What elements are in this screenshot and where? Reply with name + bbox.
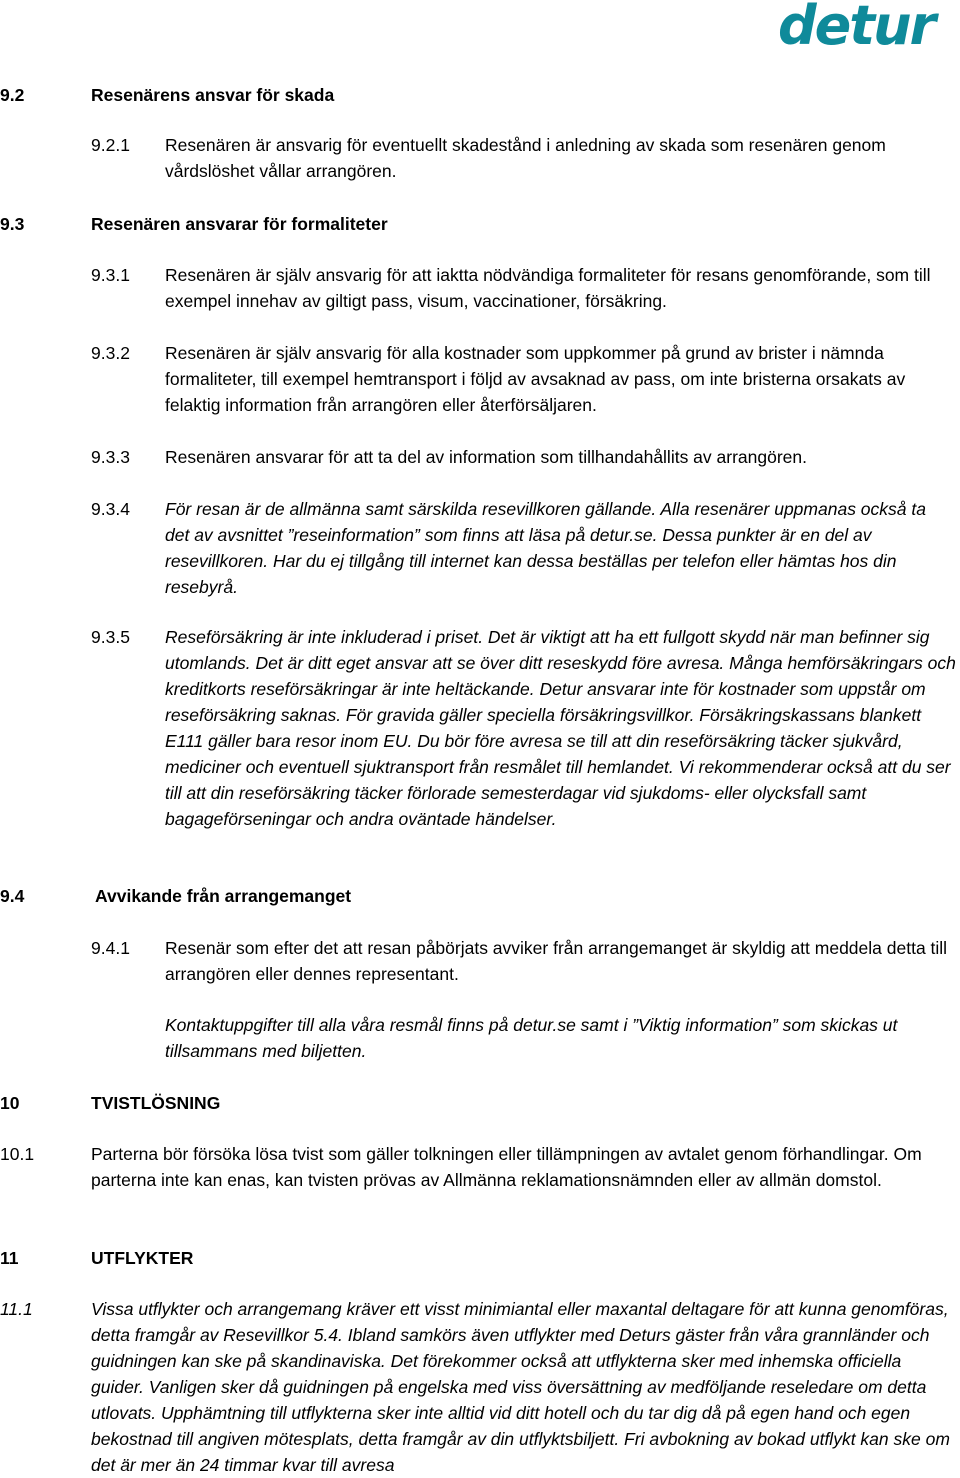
item-text: Reseförsäkring är inte inkluderad i priset. Det är viktigt att ha ett fullgott skydd när man befinner sig utomlands. Det är ditt eget ansvar att se över ditt reseskydd före avresa. Många hemförsäkringars och kreditkorts reseförsäkringar är inte heltäckande. Detur ansvarar inte för kostnader som uppstår om reseförsäkring saknas. För gravida gäller speciella försäkringsvillkor. Försäkringskassans blankett E111 gäller bara resor inom EU. Du bör före avresa se till att din reseförsäkring täcker sjukvård, mediciner och eventuell sjuktransport från resmålet till hemlandet. Vi rekommenderar också att du ser till att din reseförsäkring täcker förlorade semesterdagar vid sjukdoms- eller olycksfall samt bagageförseningar och andra oväntade händelser. [165,627,956,829]
section-title: UTFLYKTER [91,1248,194,1268]
item-text: Resenären är själv ansvarig för alla kostnader som uppkommer på grund av brister i nämnda formaliteter, till exempel hemtransport i följd av avsaknad av pass, om inte bristerna orsakats av felaktig information från arrangören eller återförsäljaren. [165,343,906,415]
item-number: 9.3.3 [91,447,130,467]
item-text: Resenär som efter det att resan påbörjats avviker från arrangemanget är skyldig att meddela detta till arrangören eller dennes representant. [165,938,948,984]
item-number: 11.1 [0,1299,33,1319]
section-title: TVISTLÖSNING [91,1093,221,1113]
item-text: Resenären ansvarar för att ta del av information som tillhandahållits av arrangören. [165,447,808,467]
item-text: Resenären är ansvarig för eventuellt skadestånd i anledning av skada som resenären genom vårdslöshet vållar arrangören. [165,135,886,181]
section-number: 9.4 [0,886,25,906]
item-number: 9.3.5 [91,627,130,647]
item-number: 9.3.4 [91,499,130,519]
section-title: Avvikande från arrangemanget [95,886,352,906]
section-number: 10 [0,1093,20,1113]
section-number: 9.3 [0,214,25,234]
item-number: 9.2.1 [91,135,130,155]
section-title: Resenären ansvarar för formaliteter [91,214,388,234]
detur-logo: detur [778,0,935,57]
item-number: 9.3.2 [91,343,130,363]
section-title: Resenärens ansvar för skada [91,85,335,105]
item-text: Parterna bör försöka lösa tvist som gäller tolkningen eller tillämpningen av avtalet genom förhandlingar. Om parterna inte kan enas, kan tvisten prövas av Allmänna reklamationsnämnden eller av allmän domstol. [91,1144,922,1190]
item-note: Kontaktuppgifter till alla våra resmål finns på detur.se samt i ”Viktig information” som skickas ut tillsammans med biljetten. [165,1015,898,1061]
item-number: 9.4.1 [91,938,130,958]
section-number: 11 [0,1248,19,1268]
item-number: 9.3.1 [91,265,130,285]
item-text: För resan är de allmänna samt särskilda resevillkoren gällande. Alla resenärer uppmanas också ta det av avsnittet ”reseinformation” som finns att läsa på detur.se. Dessa punkter är en del av resevillkoren. Har du ej tillgång till internet kan dessa beställas per telefon eller hämtas hos din resebyrå. [165,499,926,597]
item-number: 10.1 [0,1144,35,1164]
section-number: 9.2 [0,85,25,105]
item-text: Vissa utflykter och arrangemang kräver ett visst minimiantal eller maxantal deltagare för att kunna genomföras, detta framgår av Resevillkor 5.4. Ibland samkörs även utflykter med Deturs gäster från våra grannländer och guidningen kan ske på skandinaviska. Det förekommer också att utflykterna sker med inhemska officiella guider. Vanligen sker då guidningen på engelska med viss översättning av medföljande reseledare om detta utlovats. Upphämtning till utflykterna sker inte alltid vid ditt hotell och du tar dig då på egen hand och egen bekostnad till angiven mötesplats, detta framgår av din utflyktsbiljett. Fri avbokning av bokad utflykt kan ske om det är mer än 24 timmar kvar till avresa [91,1299,950,1475]
item-text: Resenären är själv ansvarig för att iaktta nödvändiga formaliteter för resans genomförande, som till exempel innehav av giltigt pass, visum, vaccinationer, försäkring. [165,265,931,311]
